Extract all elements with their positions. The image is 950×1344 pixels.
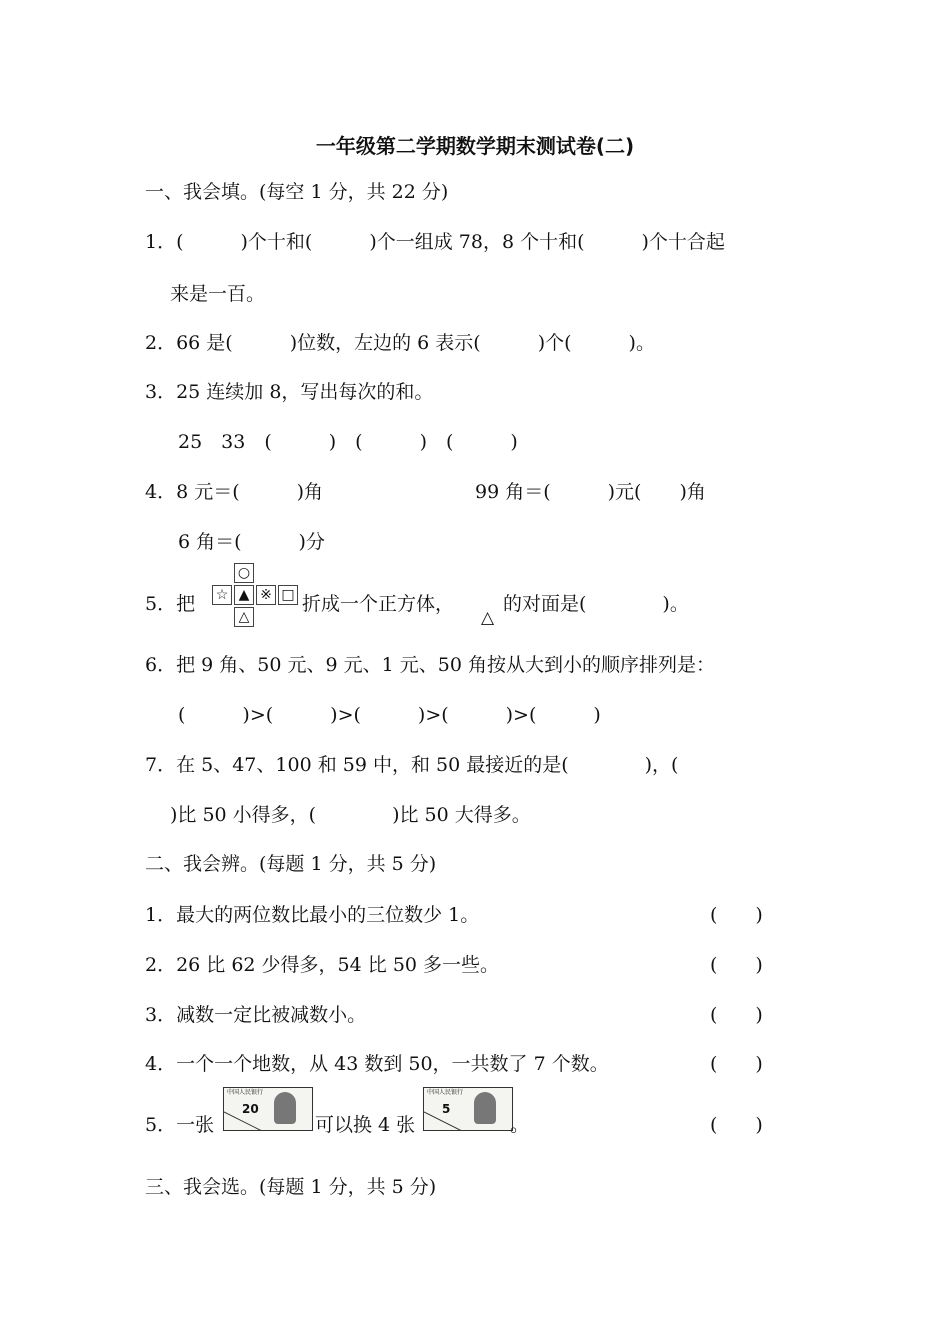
banknote-5-image — [423, 1087, 513, 1131]
fill-q5-middle: 折成一个正方体， — [302, 593, 455, 615]
cube-net-figure — [212, 563, 302, 631]
fill-q4-left: 4．8 元＝( )角 — [145, 481, 324, 503]
judge-answer-box: ( ) — [710, 1114, 763, 1136]
net-top-cell: ○ — [234, 563, 254, 583]
judge-item-4: 4．一个一个地数，从 43 数到 50，一共数了 7 个数。 — [145, 1053, 609, 1075]
fill-q4-line2: 6 角＝( )分 — [178, 531, 325, 553]
fill-q3-line2: 25 33 ( ) ( ) ( ) — [178, 431, 518, 453]
banknote-denomination: 20 — [242, 1102, 259, 1116]
banknote-diagonal-line — [424, 1088, 513, 1131]
net-row-cell: ※ — [256, 585, 276, 605]
fill-q2: 2．66 是( )位数，左边的 6 表示( )个( )。 — [145, 332, 655, 354]
banknote-20-image — [223, 1087, 313, 1131]
net-row-cell: □ — [278, 585, 298, 605]
fill-q3-line1: 3．25 连续加 8，写出每次的和。 — [145, 381, 434, 403]
judge-answer-box: ( ) — [710, 1053, 763, 1075]
fill-q5-prefix: 5．把 — [145, 593, 196, 615]
judge-q5-prefix: 5．一张 — [145, 1114, 215, 1136]
judge-item-1: 1．最大的两位数比最小的三位数少 1。 — [145, 904, 480, 926]
page-title: 一年级第二学期数学期末测试卷(二) — [315, 134, 635, 158]
judge-q5-suffix: 。 — [510, 1114, 530, 1136]
judge-answer-box: ( ) — [710, 904, 763, 926]
judge-answer-box: ( ) — [710, 1004, 763, 1026]
section-heading-judge: 二、我会辨。(每题 1 分，共 5 分) — [145, 853, 437, 875]
banknote-label: 中国人民银行 — [227, 1089, 264, 1096]
fill-q7-line1: 7．在 5、47、100 和 59 中，和 50 最接近的是( )，( — [145, 754, 679, 776]
net-row-cell: ☆ — [212, 585, 232, 605]
net-bottom-cell: △ — [234, 607, 254, 627]
fill-q6-line2: ( )>( )>( )>( )>( ) — [178, 704, 601, 726]
fill-q5-suffix: 的对面是( )。 — [503, 593, 689, 615]
triangle-symbol: △ — [481, 608, 495, 628]
net-row-cell: ▲ — [234, 585, 254, 605]
fill-q1-line2: 来是一百。 — [170, 283, 266, 305]
judge-answer-box: ( ) — [710, 954, 763, 976]
banknote-denomination: 5 — [442, 1102, 451, 1116]
fill-q4-right: 99 角＝( )元( )角 — [475, 481, 706, 503]
judge-q5-middle: 可以换 4 张 — [315, 1114, 416, 1136]
section-heading-choose: 三、我会选。(每题 1 分，共 5 分) — [145, 1176, 437, 1198]
section-heading-fill: 一、我会填。(每空 1 分，共 22 分) — [145, 181, 449, 203]
banknote-label: 中国人民银行 — [427, 1089, 464, 1096]
judge-item-3: 3．减数一定比被减数小。 — [145, 1004, 367, 1026]
fill-q1-line1: 1．( )个十和( )个一组成 78，8 个十和( )个十合起 — [145, 231, 725, 253]
judge-item-2: 2．26 比 62 少得多，54 比 50 多一些。 — [145, 954, 500, 976]
fill-q6-line1: 6．把 9 角、50 元、9 元、1 元、50 角按从大到小的顺序排列是： — [145, 654, 715, 676]
banknote-diagonal-line — [224, 1088, 313, 1131]
fill-q7-line2: )比 50 小得多，( )比 50 大得多。 — [170, 804, 531, 826]
